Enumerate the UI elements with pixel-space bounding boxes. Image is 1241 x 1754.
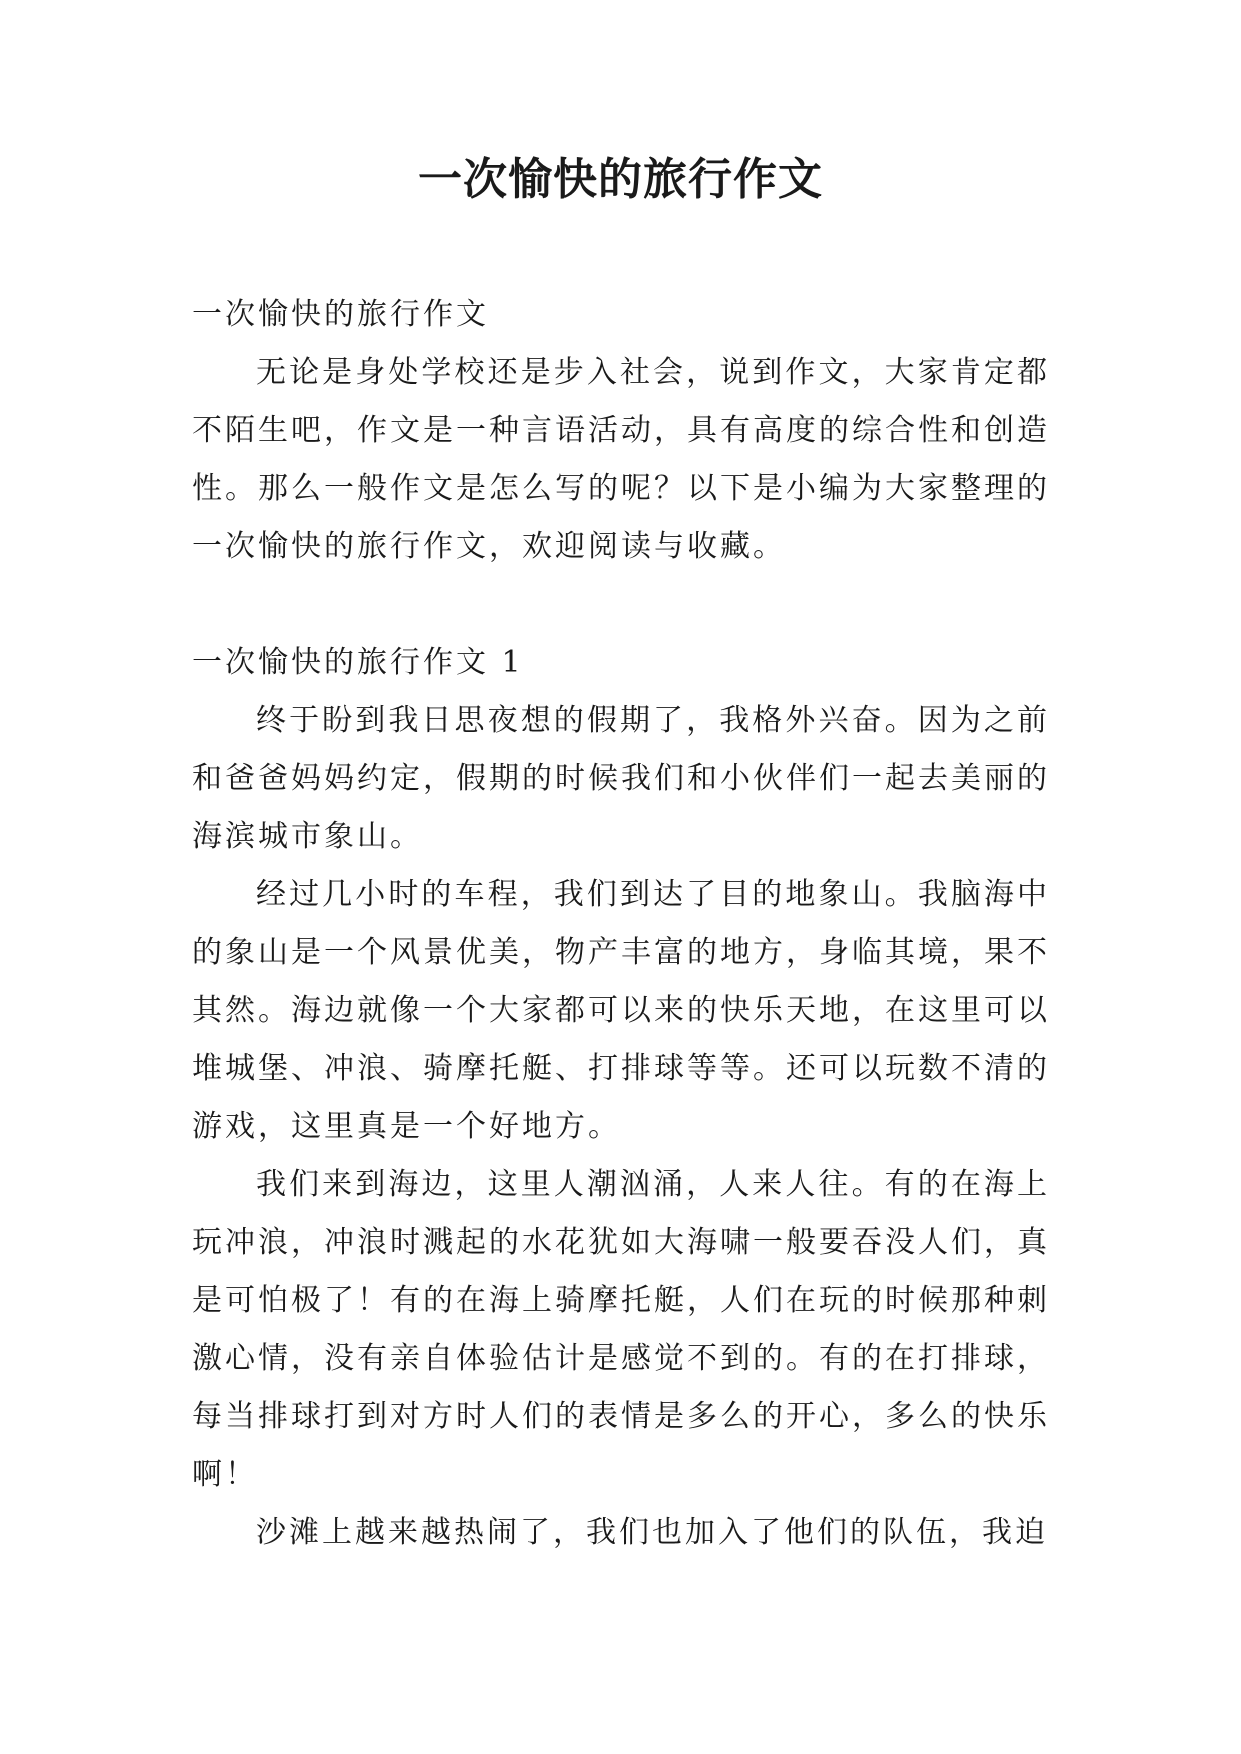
essay-1-heading: 一次愉快的旅行作文 1	[192, 645, 524, 680]
intro-heading: 一次愉快的旅行作文	[192, 297, 489, 332]
essay-1-paragraph-3: 我们来到海边，这里人潮汹涌，人来人往。有的在海上玩冲浪，冲浪时溅起的水花犹如大海啸一般要吞没人们，真是可怕极了！有的在海上骑摩托艇，人们在玩的时候那种刺激心情，没有亲自体验估计是感觉不到的。有的在打排球，每当排球打到对方时人们的表情是多么的开心，多么的快乐啊！	[192, 1167, 1050, 1492]
essay-1-paragraph-1: 终于盼到我日思夜想的假期了，我格外兴奋。因为之前和爸爸妈妈约定，假期的时候我们和小伙伴们一起去美丽的海滨城市象山。	[192, 703, 1050, 854]
section-spacer	[192, 576, 1050, 634]
document-title: 一次愉快的旅行作文	[418, 154, 823, 205]
document-body	[192, 286, 1050, 1562]
intro-paragraph: 无论是身处学校还是步入社会，说到作文，大家肯定都不陌生吧，作文是一种言语活动，具有高度的综合性和创造性。那么一般作文是怎么写的呢？以下是小编为大家整理的一次愉快的旅行作文，欢迎阅读与收藏。	[192, 355, 1050, 564]
essay-1-paragraph-4: 沙滩上越来越热闹了，我们也加入了他们的队伍，我迫	[256, 1515, 1048, 1550]
essay-1-paragraph-2: 经过几小时的车程，我们到达了目的地象山。我脑海中的象山是一个风景优美，物产丰富的地方，身临其境，果不其然。海边就像一个大家都可以来的快乐天地，在这里可以堆城堡、冲浪、骑摩托艇、打排球等等。还可以玩数不清的游戏，这里真是一个好地方。	[192, 877, 1050, 1144]
